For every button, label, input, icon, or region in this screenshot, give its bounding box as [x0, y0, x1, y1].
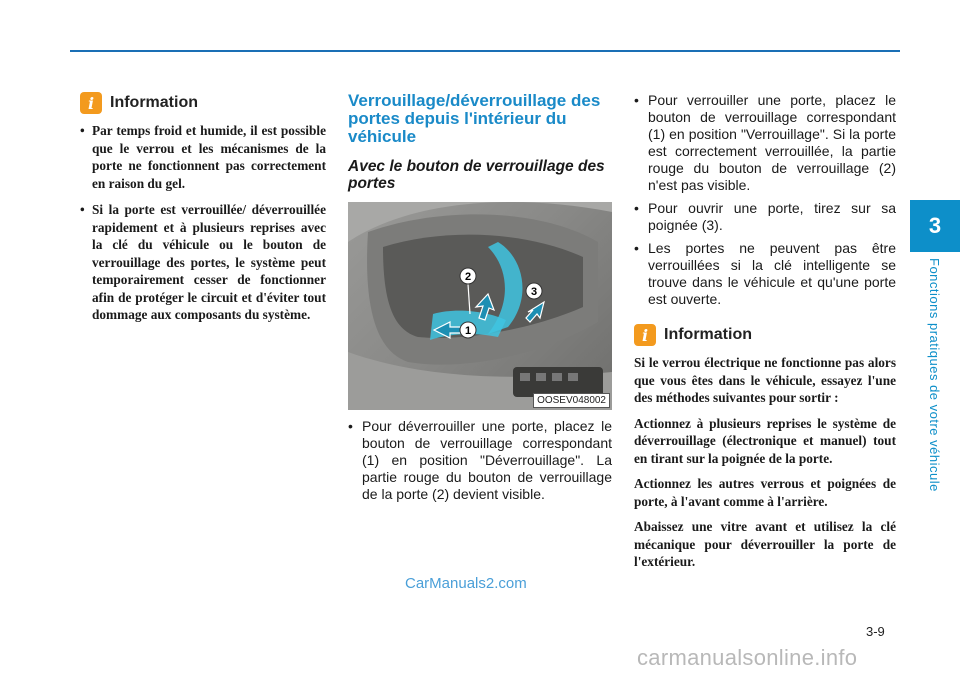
info-title: Information	[664, 326, 752, 343]
section-title: Verrouillage/déverrouillage des portes depuis l'intérieur du véhicule	[348, 91, 601, 146]
info-bullet: • Si la porte est verrouillée/ déverrouillée rapidement et à plusieurs reprises avec la clé du véhicule ou le bouton de verrouillage des portes, le système peut temporairement cesser de fonctionner afin de protéger le circuit et d'éviter tout dommage aux composants du système.	[80, 201, 326, 324]
door-illustration	[348, 202, 612, 410]
info-icon: i	[80, 92, 102, 114]
callout-1: 1	[464, 325, 472, 337]
section-subtitle: Avec le bouton de verrouillage des portes	[348, 158, 605, 192]
footer-watermark: carmanualsonline.info	[637, 645, 858, 670]
info-icon: i	[634, 324, 656, 346]
callout-2: 2	[464, 271, 472, 283]
info-paragraph: Si le verrou électrique ne fonctionne pas alors que vous êtes dans le véhicule, essayez l'une des méthodes suivantes pour sortir :	[634, 355, 896, 405]
callout-3: 3	[530, 286, 538, 298]
info-title: Information	[110, 94, 198, 111]
instruction-bullet: • Pour ouvrir une porte, tirez sur sa poignée (3).	[634, 200, 896, 234]
left-info-box	[80, 92, 326, 333]
info-paragraph: Actionnez les autres verrous et poignées de porte, à l'avant comme à l'arrière.	[634, 476, 896, 509]
chapter-tab[interactable]: 3	[910, 200, 960, 252]
header-rule	[70, 50, 900, 52]
instruction-bullet: • Pour déverrouiller une porte, placez le bouton de verrouillage correspondant (1) en position "Déverrouillage". La partie rouge du bouton de verrouillage de la porte (2) devient visible.	[348, 418, 612, 503]
chapter-title: Fonctions pratiques de votre véhicule	[927, 258, 942, 492]
figure-code: OOSEV048002	[533, 393, 610, 408]
instruction-bullet: • Pour verrouiller une porte, placez le bouton de verrouillage correspondant (1) en position "Verrouillage". Si la porte est correctement verrouillée, la partie rouge du bouton de verrouillage (2) n'est pas visible.	[634, 92, 896, 194]
watermark-link[interactable]: CarManuals2.com	[405, 575, 527, 592]
info-bullet: • Par temps froid et humide, il est possible que le verrou et les mécanismes de la porte ne fonctionnent pas correctement en raison du gel.	[80, 122, 326, 192]
section-column	[348, 92, 612, 509]
info-paragraph: Abaissez une vitre avant et utilisez la clé mécanique pour déverrouiller la porte de l'extérieur.	[634, 519, 896, 569]
info-paragraph: Actionnez à plusieurs reprises le système de déverrouillage (électronique et manuel) tout en tirant sur la poignée de la porte.	[634, 415, 896, 466]
door-handle-figure	[348, 202, 612, 410]
page-number: 3-9	[866, 624, 885, 639]
instruction-bullet: • Les portes ne peuvent pas être verrouillées si la clé intelligente se trouve dans le véhicule et qu'une porte est ouverte.	[634, 240, 896, 308]
right-column	[634, 92, 896, 579]
